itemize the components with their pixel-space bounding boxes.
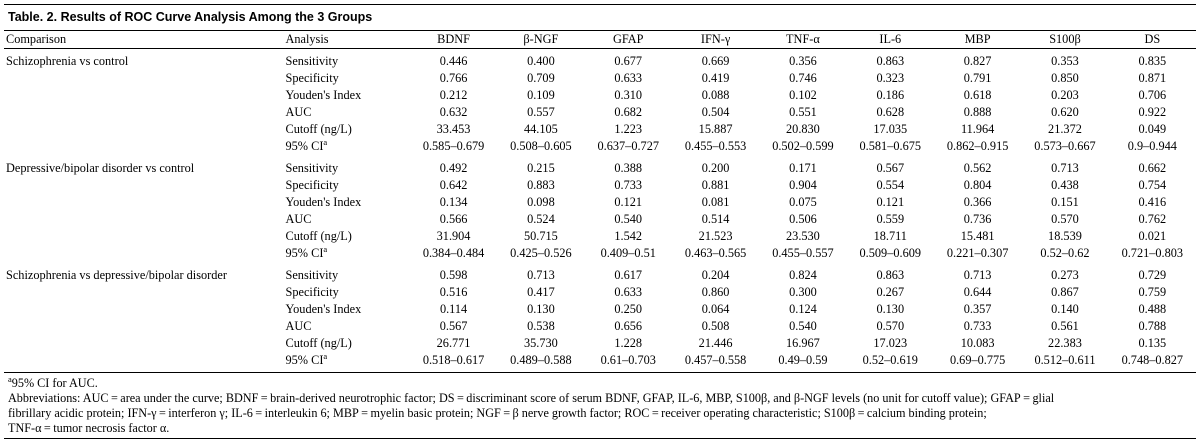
cell-value: 44.105	[523, 122, 558, 136]
cell-comparison	[4, 318, 284, 335]
cell-value: 0.140	[1051, 302, 1079, 316]
header-row	[4, 31, 1196, 49]
cell-value: 0.121	[614, 195, 643, 209]
cell-value: 1.542	[614, 229, 643, 243]
analysis-label: AUC	[285, 212, 312, 226]
cell-value: 0.871	[1138, 71, 1167, 85]
cell-value: 0.628	[876, 105, 905, 119]
table-header	[4, 31, 1196, 49]
cell-value: 0.518–0.617	[410, 352, 497, 373]
cell-value: 0.508–0.605	[510, 139, 572, 153]
cell-value: 0.904	[789, 178, 817, 192]
table-row	[4, 155, 1196, 177]
cell-value: 0.419	[701, 71, 730, 85]
cell-analysis	[284, 284, 410, 301]
cell-value: 0.721–0.803	[1121, 246, 1184, 260]
cell-value: 0.121	[876, 195, 905, 209]
column-header-mbp: MBP	[934, 31, 1021, 49]
cell-value: 0.489–0.588	[497, 352, 584, 373]
table-row	[4, 194, 1196, 211]
cell-value: 0.585–0.679	[422, 139, 485, 153]
cell-value: 0.581–0.675	[859, 139, 922, 153]
cell-value: 0.656	[614, 319, 643, 333]
cell-value: 0.863	[876, 54, 905, 68]
cell-value: 0.417	[527, 285, 555, 299]
cell-value: 0.540	[789, 319, 817, 333]
cell-analysis	[284, 318, 410, 335]
cell-comparison	[4, 104, 284, 121]
analysis-footnote-marker: a	[323, 136, 328, 147]
cell-value: 0.729	[1138, 268, 1167, 282]
cell-value: 0.754	[1138, 178, 1167, 192]
cell-value: 0.863	[876, 268, 905, 282]
cell-value: 0.134	[439, 195, 468, 209]
analysis-label: Youden's Index	[285, 195, 362, 209]
cell-value: 0.538	[527, 319, 555, 333]
cell-value: 0.633	[614, 285, 643, 299]
cell-value: 17.035	[873, 122, 908, 136]
cell-analysis	[284, 301, 410, 318]
cell-value: 0.088	[701, 88, 730, 102]
analysis-label: 95% CI	[285, 139, 324, 153]
cell-value: 18.539	[1048, 229, 1082, 243]
table-row	[4, 284, 1196, 301]
cell-comparison	[4, 194, 284, 211]
cell-value: 0.567	[876, 161, 905, 175]
cell-value: 1.223	[614, 122, 643, 136]
cell-value: 0.562	[963, 161, 992, 175]
cell-value: 0.114	[439, 302, 468, 316]
cell-analysis	[284, 87, 410, 104]
cell-value: 0.736	[963, 212, 992, 226]
cell-value: 0.409–0.51	[600, 246, 656, 260]
cell-value: 15.481	[960, 229, 995, 243]
cell-value: 33.453	[436, 122, 471, 136]
table-row	[4, 245, 1196, 262]
cell-value: 0.509–0.609	[859, 246, 922, 260]
abbreviations-line-2: fibrillary acidic protein; IFN-γ = interferon γ; IL-6 = interleukin 6; MBP = myelin basic protein; NGF = β nerve growth factor; ROC = receiver operating characteristic; S100β = calcium binding protein;	[8, 405, 987, 420]
cell-value: 26.771	[436, 336, 471, 350]
cell-value: 23.530	[786, 229, 820, 243]
cell-value: 0.506	[789, 212, 817, 226]
cell-value: 0.416	[1138, 195, 1167, 209]
analysis-label: Cutoff (ng/L)	[285, 229, 352, 243]
roc-results-table	[4, 31, 1196, 373]
cell-analysis	[284, 177, 410, 194]
cell-value: 0.677	[614, 54, 643, 68]
cell-comparison	[4, 228, 284, 245]
cell-value: 18.711	[873, 229, 907, 243]
cell-value: 0.400	[527, 54, 555, 68]
cell-value: 0.425–0.526	[510, 246, 572, 260]
cell-value: 0.69–0.775	[934, 352, 1021, 373]
analysis-label: Specificity	[285, 71, 339, 85]
table-row	[4, 87, 1196, 104]
analysis-label: AUC	[285, 105, 312, 119]
cell-value: 0.881	[701, 178, 730, 192]
analysis-label: Specificity	[285, 285, 339, 299]
cell-value: 0.669	[701, 54, 730, 68]
cell-value: 0.504	[701, 105, 730, 119]
cell-value: 0.267	[876, 285, 905, 299]
cell-value: 0.215	[527, 161, 555, 175]
cell-value: 0.642	[439, 178, 468, 192]
cell-comparison	[4, 87, 284, 104]
cell-value: 0.850	[1051, 71, 1079, 85]
cell-analysis	[284, 211, 410, 228]
cell-value: 0.064	[701, 302, 730, 316]
column-header-gfap: GFAP	[585, 31, 672, 49]
cell-analysis	[284, 121, 410, 138]
analysis-label: Sensitivity	[285, 54, 339, 68]
cell-analysis	[284, 352, 410, 373]
cell-value: 0.357	[963, 302, 992, 316]
table-row	[4, 211, 1196, 228]
cell-value: 0.502–0.599	[772, 139, 834, 153]
cell-value: 0.573–0.667	[1034, 139, 1096, 153]
cell-value: 0.554	[876, 178, 905, 192]
cell-comparison	[4, 177, 284, 194]
cell-value: 0.860	[701, 285, 730, 299]
cell-comparison	[4, 284, 284, 301]
cell-value: 0.632	[439, 105, 468, 119]
cell-value: 0.788	[1138, 319, 1167, 333]
cell-value: 0.516	[439, 285, 468, 299]
analysis-label: AUC	[285, 319, 312, 333]
cell-value: 0.835	[1138, 54, 1167, 68]
table-row	[4, 301, 1196, 318]
cell-value: 0.049	[1138, 122, 1167, 136]
cell-analysis	[284, 262, 410, 284]
cell-value: 0.200	[701, 161, 730, 175]
cell-value: 31.904	[436, 229, 471, 243]
cell-value: 21.523	[698, 229, 733, 243]
cell-value: 0.52–0.62	[1040, 246, 1090, 260]
cell-value: 0.620	[1051, 105, 1079, 119]
table-row	[4, 335, 1196, 352]
cell-comparison: Schizophrenia vs depressive/bipolar disorder	[6, 268, 227, 282]
cell-value: 0.353	[1051, 54, 1079, 68]
cell-comparison: Depressive/bipolar disorder vs control	[6, 161, 195, 175]
cell-value: 0.151	[1051, 195, 1079, 209]
analysis-label: 95% CI	[285, 353, 324, 367]
cell-value: 0.570	[1051, 212, 1079, 226]
cell-value: 0.888	[963, 105, 992, 119]
cell-value: 22.383	[1048, 336, 1082, 350]
column-header-tnfa: TNF-α	[759, 31, 846, 49]
table-row	[4, 49, 1196, 71]
table-row	[4, 177, 1196, 194]
cell-value: 0.109	[527, 88, 555, 102]
cell-value: 0.492	[439, 161, 468, 175]
cell-value: 0.567	[439, 319, 468, 333]
analysis-label: Sensitivity	[285, 268, 339, 282]
roc-table-container	[4, 4, 1196, 439]
cell-value: 0.598	[439, 268, 468, 282]
cell-value: 0.310	[614, 88, 643, 102]
cell-comparison	[4, 121, 284, 138]
cell-value: 0.130	[527, 302, 555, 316]
cell-value: 15.887	[698, 122, 733, 136]
cell-value: 0.455–0.557	[772, 246, 834, 260]
cell-value: 0.171	[789, 161, 817, 175]
cell-value: 0.438	[1051, 178, 1079, 192]
column-header-bdnf: BDNF	[410, 31, 497, 49]
analysis-label: Specificity	[285, 178, 339, 192]
cell-analysis	[284, 104, 410, 121]
cell-value: 0.791	[963, 71, 992, 85]
cell-value: 35.730	[523, 336, 558, 350]
analysis-label: Youden's Index	[285, 88, 362, 102]
analysis-footnote-marker: a	[323, 350, 328, 361]
table-row	[4, 318, 1196, 335]
cell-value: 0.250	[614, 302, 643, 316]
cell-value: 0.662	[1138, 161, 1167, 175]
cell-analysis	[284, 335, 410, 352]
cell-value: 0.733	[963, 319, 992, 333]
cell-value: 0.512–0.611	[1021, 352, 1108, 373]
cell-value: 0.098	[527, 195, 555, 209]
analysis-label: Sensitivity	[285, 161, 339, 175]
cell-value: 0.075	[789, 195, 817, 209]
analysis-label: 95% CI	[285, 246, 324, 260]
cell-analysis	[284, 70, 410, 87]
cell-value: 0.212	[439, 88, 468, 102]
cell-analysis	[284, 155, 410, 177]
cell-value: 0.52–0.619	[847, 352, 934, 373]
cell-comparison	[4, 138, 284, 155]
table-row	[4, 138, 1196, 155]
cell-value: 0.713	[1051, 161, 1079, 175]
cell-value: 0.446	[439, 54, 468, 68]
cell-value: 0.457–0.558	[672, 352, 759, 373]
table-row	[4, 70, 1196, 87]
table-footnotes	[4, 373, 1196, 436]
cell-value: 0.130	[876, 302, 905, 316]
cell-value: 0.186	[876, 88, 905, 102]
cell-value: 17.023	[873, 336, 908, 350]
cell-value: 0.618	[963, 88, 992, 102]
cell-value: 0.61–0.703	[585, 352, 672, 373]
cell-comparison	[4, 70, 284, 87]
table-row	[4, 228, 1196, 245]
cell-value: 0.713	[527, 268, 555, 282]
cell-value: 0.551	[789, 105, 817, 119]
cell-value: 0.559	[876, 212, 905, 226]
cell-value: 0.883	[527, 178, 555, 192]
cell-value: 0.49–0.59	[759, 352, 846, 373]
cell-value: 0.273	[1051, 268, 1079, 282]
cell-value: 0.644	[963, 285, 992, 299]
cell-value: 0.566	[439, 212, 468, 226]
cell-value: 0.561	[1051, 319, 1079, 333]
cell-value: 0.762	[1138, 212, 1167, 226]
column-header-bngf: β-NGF	[497, 31, 584, 49]
footnote-a-marker: a	[8, 373, 12, 384]
column-header-s100b: S100β	[1021, 31, 1108, 49]
cell-value: 0.124	[789, 302, 817, 316]
cell-value: 0.514	[701, 212, 730, 226]
cell-value: 0.508	[701, 319, 730, 333]
cell-value: 0.637–0.727	[597, 139, 659, 153]
table-row	[4, 121, 1196, 138]
cell-analysis	[284, 49, 410, 71]
cell-value: 0.748–0.827	[1109, 352, 1196, 373]
cell-value: 50.715	[523, 229, 558, 243]
cell-value: 0.102	[789, 88, 817, 102]
cell-value: 0.455–0.553	[684, 139, 747, 153]
bottom-rule	[4, 438, 1196, 439]
cell-value: 0.862–0.915	[946, 139, 1009, 153]
cell-value: 0.706	[1138, 88, 1167, 102]
cell-analysis	[284, 138, 410, 155]
cell-comparison	[4, 245, 284, 262]
cell-value: 0.356	[789, 54, 817, 68]
cell-value: 0.135	[1138, 336, 1167, 350]
table-row	[4, 104, 1196, 121]
footnote-a-text: 95% CI for AUC.	[11, 376, 98, 390]
table-row	[4, 352, 1196, 373]
cell-value: 0.557	[527, 105, 555, 119]
cell-value: 21.446	[698, 336, 733, 350]
cell-value: 0.804	[963, 178, 992, 192]
cell-value: 0.827	[963, 54, 992, 68]
cell-value: 0.9–0.944	[1127, 139, 1177, 153]
cell-value: 10.083	[960, 336, 995, 350]
cell-value: 0.081	[701, 195, 730, 209]
analysis-label: Youden's Index	[285, 302, 362, 316]
cell-value: 0.463–0.565	[684, 246, 747, 260]
cell-comparison	[4, 335, 284, 352]
column-header-analysis: Analysis	[284, 31, 410, 49]
table-page	[0, 4, 1200, 435]
cell-value: 11.964	[960, 122, 995, 136]
cell-value: 20.830	[786, 122, 820, 136]
cell-value: 0.540	[614, 212, 643, 226]
cell-value: 0.570	[876, 319, 905, 333]
cell-value: 0.713	[963, 268, 992, 282]
column-header-il6: IL-6	[847, 31, 934, 49]
cell-value: 0.746	[789, 71, 817, 85]
cell-value: 0.204	[701, 268, 730, 282]
cell-value: 0.682	[614, 105, 643, 119]
cell-value: 0.766	[439, 71, 468, 85]
cell-value: 0.617	[614, 268, 643, 282]
cell-value: 0.488	[1138, 302, 1167, 316]
table-caption: Table. 2. Results of ROC Curve Analysis Among the 3 Groups	[4, 4, 1196, 31]
analysis-label: Cutoff (ng/L)	[285, 122, 352, 136]
cell-value: 1.228	[614, 336, 643, 350]
cell-comparison	[4, 211, 284, 228]
cell-value: 0.524	[527, 212, 555, 226]
cell-value: 0.733	[614, 178, 643, 192]
cell-value: 0.922	[1138, 105, 1167, 119]
column-header-comparison: Comparison	[4, 31, 284, 49]
cell-value: 0.388	[614, 161, 643, 175]
cell-value: 0.221–0.307	[946, 246, 1009, 260]
footnote-a	[8, 373, 1192, 391]
cell-comparison: Schizophrenia vs control	[6, 54, 129, 68]
cell-value: 16.967	[786, 336, 820, 350]
cell-value: 0.759	[1138, 285, 1167, 299]
cell-analysis	[284, 228, 410, 245]
cell-value: 0.300	[789, 285, 817, 299]
cell-value: 0.824	[789, 268, 817, 282]
table-body	[4, 49, 1196, 373]
cell-value: 0.323	[876, 71, 905, 85]
table-row	[4, 262, 1196, 284]
cell-comparison	[4, 301, 284, 318]
cell-value: 0.709	[527, 71, 555, 85]
analysis-label: Cutoff (ng/L)	[285, 336, 352, 350]
cell-analysis	[284, 194, 410, 211]
cell-analysis	[284, 245, 410, 262]
cell-value: 0.021	[1138, 229, 1167, 243]
cell-value: 0.867	[1051, 285, 1079, 299]
cell-value: 21.372	[1048, 122, 1082, 136]
cell-value: 0.366	[963, 195, 992, 209]
cell-comparison	[4, 352, 284, 373]
cell-value: 0.384–0.484	[422, 246, 485, 260]
analysis-footnote-marker: a	[323, 243, 328, 254]
abbreviations-line-3: TNF-α = tumor necrosis factor α.	[8, 420, 170, 435]
cell-value: 0.633	[614, 71, 643, 85]
cell-value: 0.203	[1051, 88, 1079, 102]
column-header-ifng: IFN-γ	[672, 31, 759, 49]
abbreviations-line-1: Abbreviations: AUC = area under the curve; BDNF = brain-derived neurotrophic factor; DS = discriminant score of serum BDNF, GFAP, IL-6, MBP, S100β, and β-NGF levels (no unit for cutoff value); GFAP = glial	[8, 390, 1055, 405]
column-header-ds: DS	[1109, 31, 1196, 49]
